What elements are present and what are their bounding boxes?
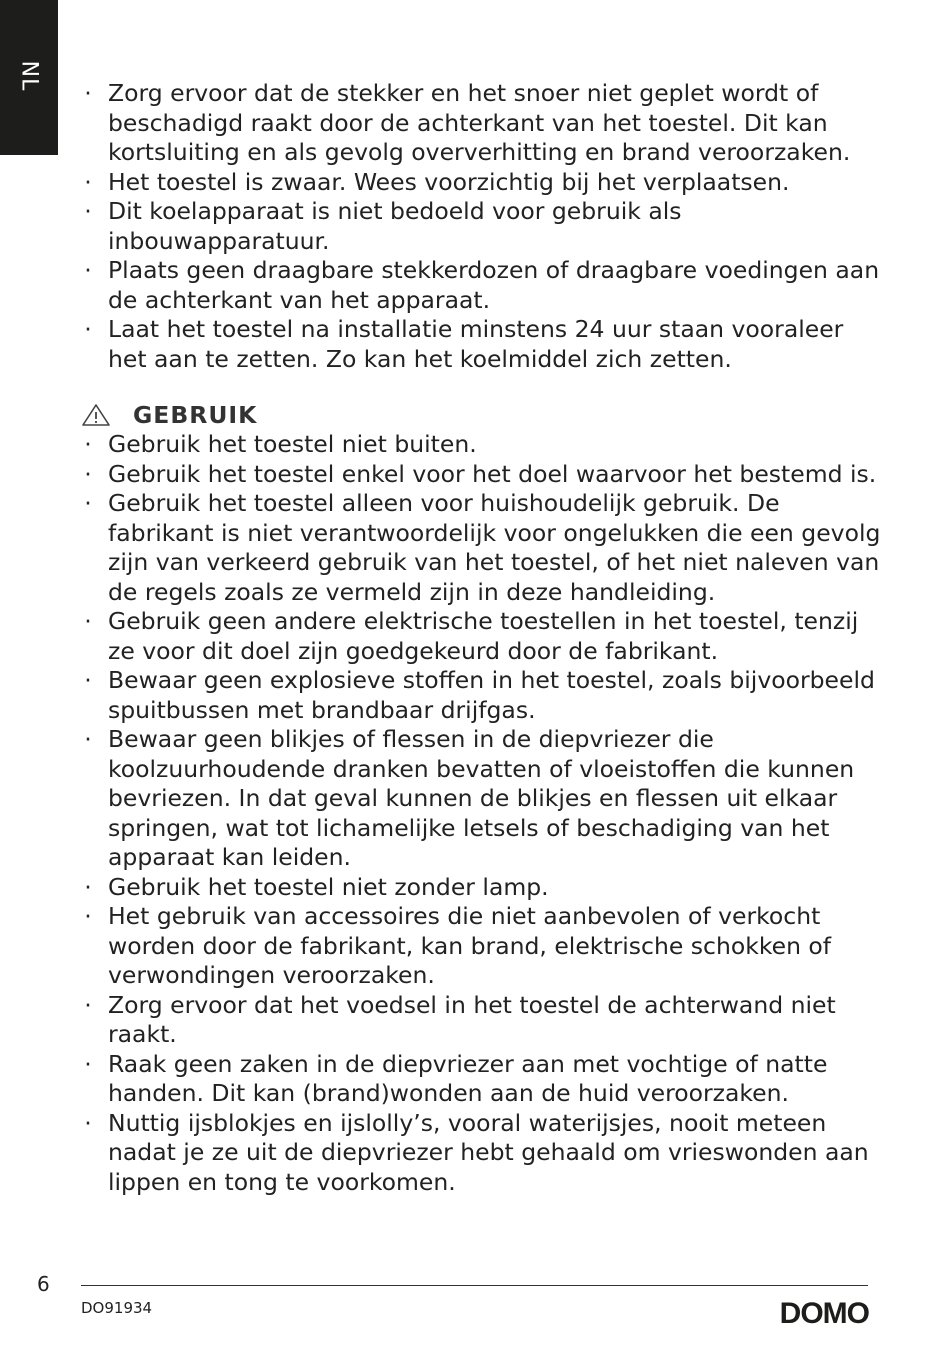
list-item-text: Het toestel is zwaar. Wees voorzichtig bij het verplaatsen. <box>108 167 790 196</box>
list-item <box>81 168 881 198</box>
list-item <box>81 430 881 460</box>
bullet: · <box>84 79 92 107</box>
list-item-text: Gebruik geen andere elektrische toestellen in het toestel, tenzij ze voor dit doel zijn goedgekeurd door de fabrikant. <box>108 607 859 665</box>
page-number: 6 <box>37 1272 50 1296</box>
list-item <box>81 725 881 873</box>
list-item <box>81 79 881 168</box>
list-item-text: Gebruik het toestel alleen voor huishoudelijk gebruik. De fabrikant is niet verantwoordelijk voor ongelukken die een gevolg zijn van verkeerd gebruik van het toestel, of het niet naleven van de regels zoals ze vermeld zijn in deze handleiding. <box>108 489 881 606</box>
list-item-text: Gebruik het toestel niet zonder lamp. <box>108 872 549 901</box>
bullet: · <box>84 430 92 458</box>
list-item-text: Zorg ervoor dat het voedsel in het toestel de achterwand niet raakt. <box>108 990 836 1048</box>
footer-divider <box>81 1285 868 1286</box>
list-item <box>81 489 881 607</box>
list-item <box>81 873 881 903</box>
bullet: · <box>84 489 92 517</box>
list-item <box>81 1109 881 1198</box>
usage-list <box>81 430 881 1197</box>
list-item-text: Zorg ervoor dat de stekker en het snoer niet geplet wordt of beschadigd raakt door de achterkant van het toestel. Dit kan kortsluiting en als gevolg oververhitting en brand veroorzaken. <box>108 79 851 166</box>
list-item-text: Plaats geen draagbare stekkerdozen of draagbare voedingen aan de achterkant van het apparaat. <box>108 256 880 314</box>
list-item-text: Bewaar geen blikjes of flessen in de diepvriezer die koolzuurhoudende dranken bevatten of vloeistoffen die kunnen bevriezen. In dat geval kunnen de blikjes en flessen uit elkaar springen, wat tot lichamelijke letsels of beschadiging van het apparaat kan leiden. <box>108 725 855 871</box>
list-item-text: Dit koelapparaat is niet bedoeld voor gebruik als inbouwapparatuur. <box>108 197 682 255</box>
list-item-text: Gebruik het toestel niet buiten. <box>108 430 477 458</box>
brand-logo: DOMO <box>779 1297 869 1330</box>
warning-triangle-icon <box>81 403 111 427</box>
bullet: · <box>84 197 92 225</box>
bullet: · <box>84 725 92 753</box>
section-title: GEBRUIK <box>133 401 258 429</box>
list-item <box>81 991 881 1050</box>
list-item-text: Nuttig ijsblokjes en ijslolly’s, vooral waterijsjes, nooit meteen nadat je ze uit de diepvriezer hebt gehaald om vrieswonden aan lippen en tong te voorkomen. <box>108 1108 869 1196</box>
model-code: DO91934 <box>81 1299 153 1317</box>
page-content <box>81 79 881 1197</box>
bullet: · <box>84 167 92 196</box>
bullet: · <box>84 459 92 488</box>
bullet: · <box>84 1108 92 1137</box>
section-heading <box>81 400 881 430</box>
bullet: · <box>84 607 92 635</box>
list-item-text: Gebruik het toestel enkel voor het doel waarvoor het bestemd is. <box>108 459 877 488</box>
bullet: · <box>84 256 92 284</box>
list-item-text: Het gebruik van accessoires die niet aanbevolen of verkocht worden door de fabrikant, kan brand, elektrische schokken of verwondingen veroorzaken. <box>108 902 832 989</box>
bullet: · <box>84 666 92 694</box>
list-item-text: Raak geen zaken in de diepvriezer aan met vochtige of natte handen. Dit kan (brand)wonden aan de huid veroorzaken. <box>108 1049 828 1107</box>
safety-list <box>81 79 881 374</box>
list-item <box>81 902 881 991</box>
list-item <box>81 197 881 256</box>
bullet: · <box>84 315 92 343</box>
list-item <box>81 315 881 374</box>
list-item-text: Laat het toestel na installatie minstens 24 uur staan vooraleer het aan te zetten. Zo kan het koelmiddel zich zetten. <box>108 315 844 373</box>
language-tab <box>0 0 58 155</box>
bullet: · <box>84 1049 92 1078</box>
list-item <box>81 607 881 666</box>
list-item <box>81 460 881 490</box>
bullet: · <box>84 902 92 930</box>
list-item <box>81 256 881 315</box>
bullet: · <box>84 872 92 901</box>
bullet: · <box>84 990 92 1019</box>
list-item <box>81 666 881 725</box>
list-item-text: Bewaar geen explosieve stoffen in het toestel, zoals bijvoorbeeld spuitbussen met brandbaar drijfgas. <box>108 666 875 724</box>
language-label: NL <box>16 60 42 92</box>
list-item <box>81 1050 881 1109</box>
